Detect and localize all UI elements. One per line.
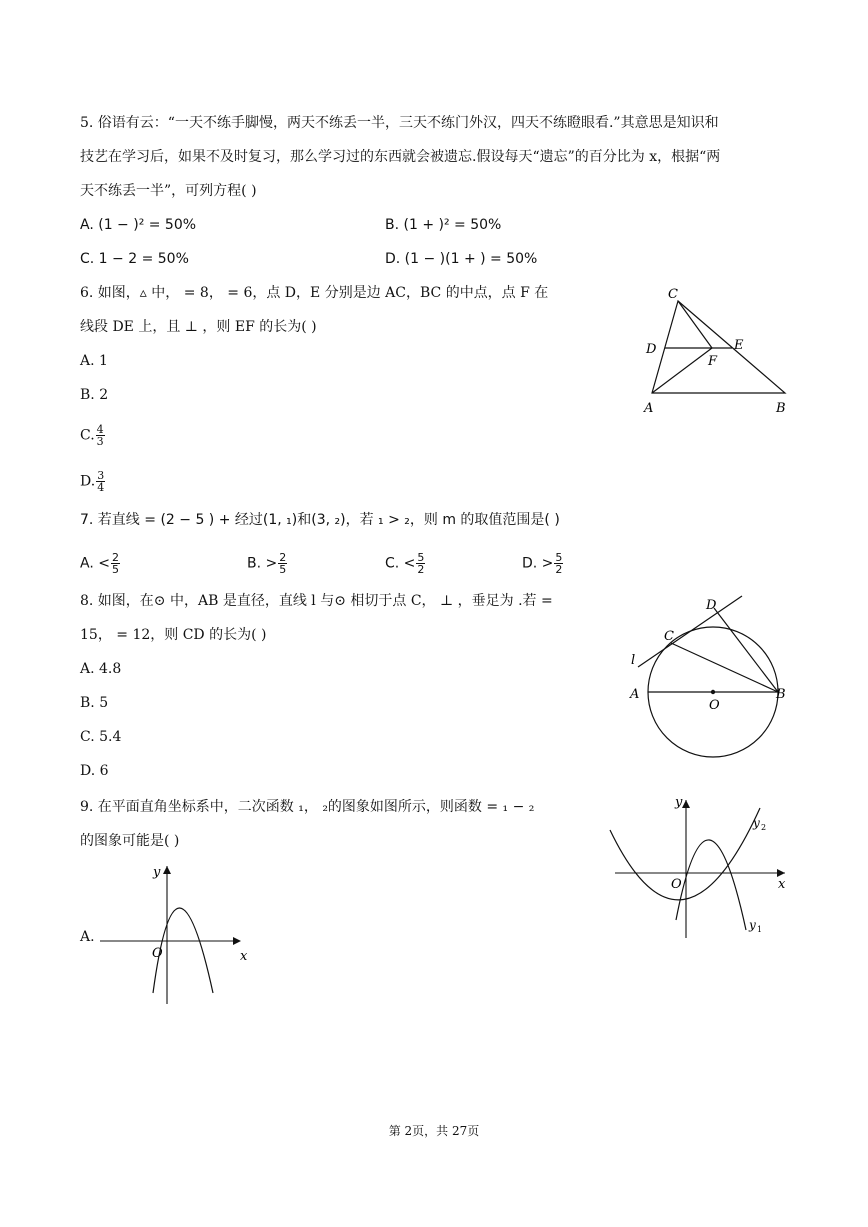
q5-option-a[interactable]: A. (1 − )² = 50% — [80, 217, 197, 233]
denominator: 5 — [279, 563, 287, 576]
page-footer: 第 2页，共 27页 — [388, 1124, 480, 1138]
label-b: B — [776, 687, 786, 702]
origin-label: O — [152, 946, 163, 961]
numerator: 4 — [96, 423, 104, 436]
numerator: 2 — [279, 551, 287, 564]
denominator: 3 — [96, 435, 104, 448]
q5-option-b[interactable]: B. (1 + )² = 50% — [385, 217, 502, 233]
q6-option-b[interactable]: B. 2 — [80, 387, 109, 403]
label-c: C — [664, 629, 674, 644]
q6-line1: 6. 如图，▵ 中， = 8， = 6，点 D，E 分别是边 AC，BC 的中点，点 F 在 — [80, 285, 549, 301]
q7-option-d-fraction — [554, 552, 563, 575]
y1-subscript: 1 — [757, 925, 763, 934]
q6-option-c-label: C. — [80, 427, 95, 444]
q8-line1: 8. 如图，在⊙ 中，AB 是直径，直线 l 与⊙ 相切于点 C， ⊥ ，垂足为 .若 = — [80, 593, 553, 609]
q6-line2: 线段 DE 上，且 ⊥ ，则 EF 的长为( ) — [80, 319, 317, 335]
q9-line2: 的图象可能是( ) — [80, 833, 180, 849]
q7-line1: 7. 若直线 = (2 − 5 ) + 经过(1, ₁)和(3, ₂)，若 ₁ > ₂，则 m 的取值范围是( ) — [80, 512, 560, 528]
numerator: 5 — [417, 551, 425, 564]
q6-option-d[interactable] — [80, 470, 106, 493]
label-b: B — [776, 401, 786, 416]
y2-subscript: 2 — [761, 823, 767, 832]
label-e: E — [734, 338, 744, 353]
q8-option-c[interactable]: C. 5.4 — [80, 729, 122, 745]
q8-line2: 15， = 12，则 CD 的长为( ) — [80, 627, 267, 643]
q7-option-c-label: C. < — [385, 555, 416, 572]
q8-option-d[interactable]: D. 6 — [80, 763, 109, 779]
q9-option-a[interactable]: A. — [80, 929, 95, 945]
q7-option-b-label: B. > — [247, 555, 278, 572]
q7-option-a-fraction — [111, 552, 120, 575]
axis-y-label: y — [153, 865, 161, 880]
denominator: 4 — [97, 481, 105, 494]
y1-label: y — [749, 918, 756, 932]
q5-option-d[interactable]: D. (1 − )(1 + ) = 50% — [385, 251, 538, 267]
label-l: l — [631, 653, 636, 668]
q5-line1: 5. 俗语有云：“一天不练手脚慢，两天不练丢一半，三天不练门外汉，四天不练瞪眼看.”其意思是知识和 — [80, 115, 719, 131]
q7-option-b[interactable] — [247, 552, 288, 575]
q5-line3: 天不练丢一半”，可列方程( ) — [80, 183, 257, 199]
axis-y-label: y — [675, 795, 683, 810]
q7-option-b-fraction — [278, 552, 287, 575]
origin-label: O — [671, 877, 682, 892]
q6-option-a[interactable]: A. 1 — [80, 353, 108, 369]
q8-circle-figure — [620, 590, 800, 765]
q9-parabolas-graph — [600, 790, 800, 945]
q9-option-a-graph[interactable] — [95, 858, 260, 1008]
q7-option-a-label: A. < — [80, 555, 110, 572]
denominator: 2 — [417, 563, 425, 576]
q5-line2: 技艺在学习后，如果不及时复习，那么学习过的东西就会被遗忘.假设每天“遗忘”的百分比为 x，根据“两 — [80, 149, 721, 165]
axis-x-label: x — [778, 877, 786, 892]
q6-option-c-fraction — [96, 424, 105, 447]
q6-option-d-fraction — [96, 470, 105, 493]
q6-option-d-label: D. — [80, 473, 96, 490]
label-o: O — [709, 698, 720, 713]
numerator: 5 — [555, 551, 563, 564]
axis-x-label: x — [240, 949, 248, 964]
label-d: D — [646, 342, 657, 357]
q8-option-b[interactable]: B. 5 — [80, 695, 109, 711]
numerator: 3 — [97, 469, 105, 482]
q7-option-a[interactable] — [80, 552, 121, 575]
denominator: 2 — [555, 563, 563, 576]
q7-option-c[interactable] — [385, 552, 426, 575]
label-f: F — [708, 354, 718, 369]
q7-option-d-label: D. > — [522, 555, 554, 572]
q7-option-d[interactable] — [522, 552, 564, 575]
q6-triangle-figure — [630, 282, 800, 422]
q5-option-c[interactable]: C. 1 − 2 = 50% — [80, 251, 189, 267]
q9-line1: 9. 在平面直角坐标系中，二次函数 ₁， ₂的图象如图所示，则函数 = ₁ − ₂ — [80, 799, 535, 815]
q8-option-a[interactable]: A. 4.8 — [80, 661, 122, 677]
q7-option-c-fraction — [416, 552, 425, 575]
label-c: C — [668, 287, 678, 302]
denominator: 5 — [111, 563, 119, 576]
numerator: 2 — [111, 551, 119, 564]
label-a: A — [644, 401, 654, 416]
label-d: D — [706, 598, 717, 613]
label-a: A — [630, 687, 640, 702]
y2-label: y — [753, 816, 760, 830]
q6-option-c[interactable] — [80, 424, 106, 447]
